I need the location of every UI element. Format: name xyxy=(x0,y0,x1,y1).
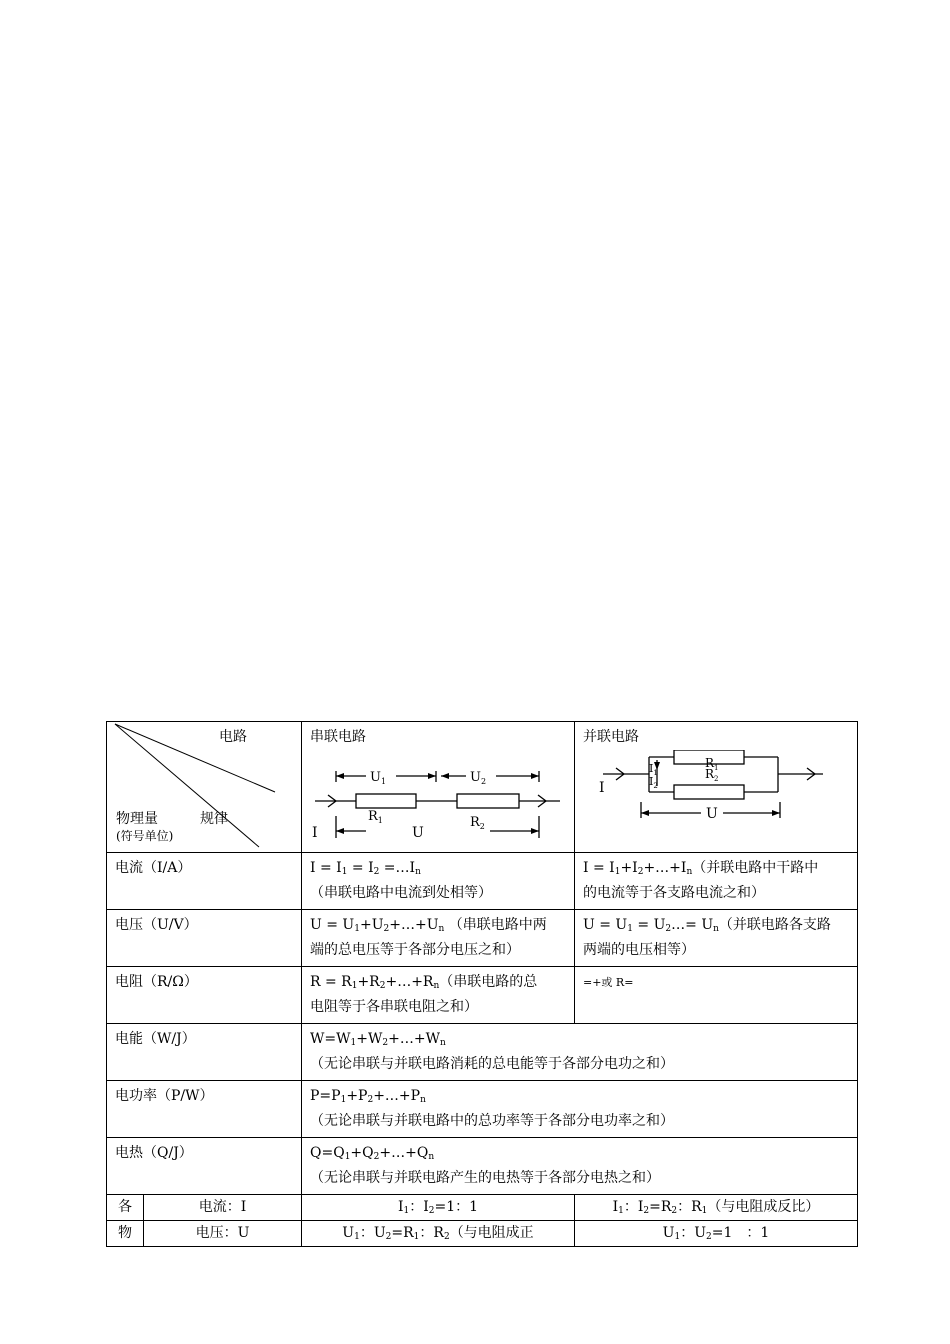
r2-label: $R_2$ xyxy=(705,767,719,783)
circuit-label: 电路 xyxy=(219,729,247,745)
i-label: I xyxy=(599,780,605,796)
parallel-circuit-diagram xyxy=(583,750,851,850)
series-header-cell xyxy=(302,722,575,853)
u2-label: $U_2$ xyxy=(470,770,487,786)
current-series-formula: $I = I_1 = I_2$ $=\dots I_n$ xyxy=(310,860,421,877)
resistance-series-formula: $R = R_1+R_2+\dots+R_n$（串联电路的总 xyxy=(310,974,538,991)
current-series-note: （串联电路中电流到处相等） xyxy=(310,885,492,901)
diagonal-header-cell xyxy=(107,722,302,853)
law-label: 规律 xyxy=(200,811,228,827)
energy-formula: $W=W_1+W_2+\dots+W_n$ xyxy=(310,1031,446,1048)
heat-name: 电热（Q/J） xyxy=(107,1138,302,1195)
i1-label: $I_1$ xyxy=(649,762,658,777)
resistance-parallel-cell: =+或 R= xyxy=(575,967,858,1024)
voltage-series-cell xyxy=(302,910,575,967)
power-name: 电功率（P/W） xyxy=(107,1081,302,1138)
voltage-parallel-formula: $U = U_1$ = $U_2\dots= U_n$（并联电路各支路 xyxy=(583,917,831,934)
voltage-series-note: 端的总电压等于各部分电压之和） xyxy=(310,942,520,958)
resistance-name: 电阻（R/Ω） xyxy=(107,967,302,1024)
parallel-header-cell xyxy=(575,722,858,853)
power-note: （无论串联与并联电路中的总功率等于各部分电功率之和） xyxy=(310,1113,674,1129)
heat-row xyxy=(107,1138,858,1195)
energy-row xyxy=(107,1024,858,1081)
series-title: 串联电路 xyxy=(310,729,366,745)
voltage-series-formula: $U = U_1+U_2+\dots+U_n$ （串联电路中两 xyxy=(310,917,547,934)
power-row xyxy=(107,1081,858,1138)
u-label: U xyxy=(412,825,424,841)
ratio-current-parallel: $I_1$：$I_2=R_2$：$R_1$（与电阻成反比） xyxy=(575,1195,858,1221)
voltage-row xyxy=(107,910,858,967)
current-parallel-formula: $I = I_1+I_2+\dots+I_n$（并联电路中干路中 xyxy=(583,860,819,877)
current-parallel-note: 的电流等于各支路电流之和） xyxy=(583,885,765,901)
heat-formula: $Q=Q_1+Q_2+\dots+Q_n$ xyxy=(310,1145,435,1162)
circuit-law-table xyxy=(106,721,858,1247)
ratio-voltage-name: 电压：U xyxy=(144,1221,302,1247)
resistance-row xyxy=(107,967,858,1024)
header-row xyxy=(107,722,858,853)
voltage-parallel-cell xyxy=(575,910,858,967)
energy-name: 电能（W/J） xyxy=(107,1024,302,1081)
ratio-voltage-parallel: $U_1$：$U_2=1$ ：1 xyxy=(575,1221,858,1247)
ratio-label-bottom: 物 xyxy=(107,1221,144,1247)
r1-label: $R_1$ xyxy=(368,809,383,825)
ratio-voltage-series: $U_1$：$U_2=R_1$：$R_2$（与电阻成正 xyxy=(302,1221,575,1247)
parallel-title: 并联电路 xyxy=(583,729,639,745)
ratio-current-name: 电流：I xyxy=(144,1195,302,1221)
energy-cell xyxy=(302,1024,858,1081)
energy-note: （无论串联与并联电路消耗的总电能等于各部分电功之和） xyxy=(310,1056,674,1072)
ratio-current-row xyxy=(107,1195,858,1221)
ratio-voltage-row xyxy=(107,1221,858,1247)
r1-label: $R_1$ xyxy=(705,756,719,772)
heat-cell xyxy=(302,1138,858,1195)
current-parallel-cell xyxy=(575,853,858,910)
power-cell xyxy=(302,1081,858,1138)
quantity-label: 物理量 xyxy=(116,811,158,827)
resistance-series-note: 电阻等于各串联电阻之和） xyxy=(310,999,478,1015)
heat-note: （无论串联与并联电路产生的电热等于各部分电热之和） xyxy=(310,1170,660,1186)
i2-label: $I_2$ xyxy=(649,775,658,790)
current-series-cell xyxy=(302,853,575,910)
u-label: U xyxy=(706,806,718,822)
voltage-name: 电压（U/V） xyxy=(107,910,302,967)
unit-label: (符号单位) xyxy=(116,829,174,843)
ratio-current-series: $I_1$：$I_2=1$：1 xyxy=(302,1195,575,1221)
current-row xyxy=(107,853,858,910)
r2-label: $R_2$ xyxy=(470,815,485,831)
voltage-parallel-note: 两端的电压相等） xyxy=(583,942,695,958)
i-label: I xyxy=(312,825,318,841)
current-name: 电流（I/A） xyxy=(107,853,302,910)
ratio-label-top: 各 xyxy=(107,1195,144,1221)
power-formula: $P=P_1+P_2+\dots+P_n$ xyxy=(310,1088,426,1105)
resistance-series-cell xyxy=(302,967,575,1024)
u1-label: $U_1$ xyxy=(370,770,387,786)
series-circuit-diagram xyxy=(310,750,568,850)
